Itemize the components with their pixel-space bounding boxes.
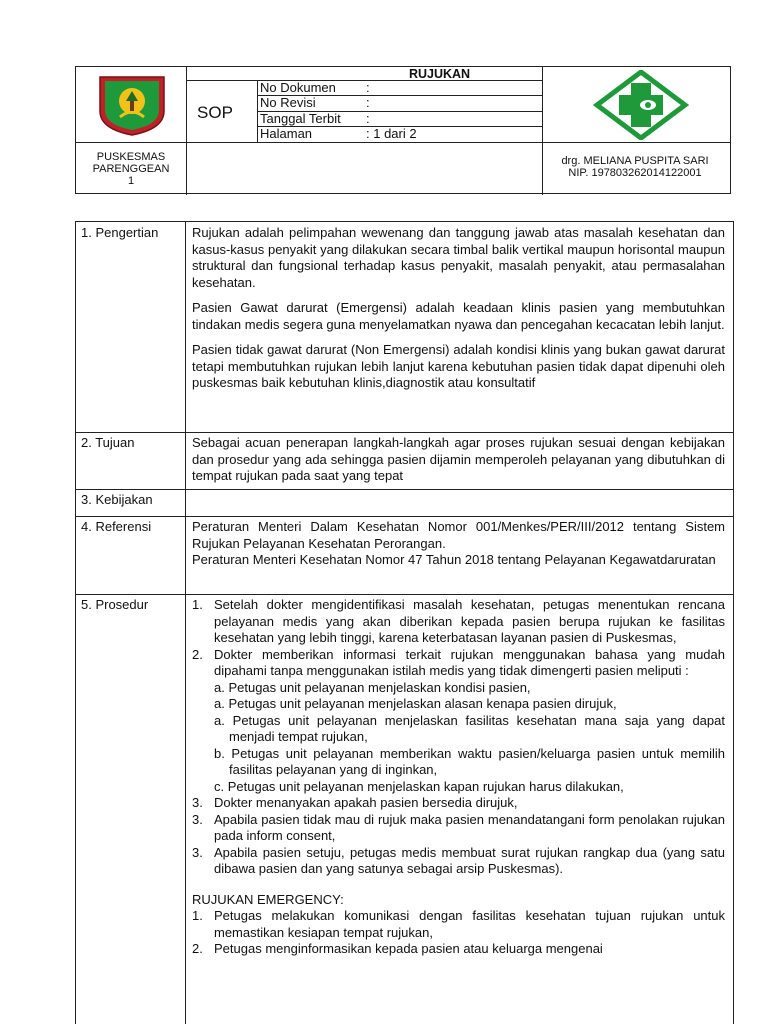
sop-header-table <box>75 66 731 194</box>
step-text: Petugas melakukan komunikasi dengan fasilitas kesehatan tujuan rujukan untuk memastikan kesiapan tempat rujukan, <box>214 908 725 940</box>
step-number: 1. <box>192 597 203 612</box>
emergency-heading: RUJUKAN EMERGENCY: <box>192 891 344 907</box>
step-text: Dokter memberikan informasi terkait rujukan menggunakan bahasa yang mudah dipahami tanpa menggunakan istilah medis yang tidak dimengerti pasien meliputi : <box>214 646 725 678</box>
row-pengertian <box>76 222 733 433</box>
procedure-subitem: a. Petugas unit pelayanan menjelaskan alasan kenapa pasien dirujuk, <box>214 696 617 711</box>
procedure-subitem: a. Petugas unit pelayanan menjelaskan kondisi pasien, <box>214 679 531 695</box>
procedure-step <box>192 795 725 812</box>
row-referensi <box>76 516 733 595</box>
emergency-step <box>192 941 725 958</box>
row-content <box>192 225 725 401</box>
procedure-subitem: a. Petugas unit pelayanan menjelaskan fasilitas kesehatan mana saja yang dapat menjadi tempat rujukan, <box>214 712 725 744</box>
puskesmas-line: PARENGGEAN <box>92 163 170 175</box>
row-label: 3. Kebijakan <box>81 492 153 507</box>
regional-emblem-logo <box>92 71 172 137</box>
step-number: 2. <box>192 646 203 662</box>
row-content <box>192 597 725 958</box>
procedure-step <box>192 597 725 647</box>
field-label: No Dokumen <box>260 80 336 95</box>
field-label: No Revisi <box>260 95 316 110</box>
signer-block <box>538 155 732 179</box>
step-number: 3. <box>192 844 203 860</box>
step-text: Setelah dokter mengidentifikasi masalah kesehatan, petugas menentukan rencana pelayanan medis yang akan diberikan kepada pasien berupa rujukan ke fasilitas kesehatan yang lebih tinggi, karena keterbatasan layanan pasien di Puskesmas, <box>214 597 725 645</box>
puskesmas-logo <box>593 70 689 140</box>
reference-line: Peraturan Menteri Dalam Kesehatan Nomor 001/Menkes/PER/III/2012 tentang Sistem Rujukan Pelayanan Kesehatan Perorangan. <box>192 519 725 551</box>
emergency-step <box>192 908 725 941</box>
row-label: 2. Tujuan <box>81 435 135 450</box>
signer-name: drg. MELIANA PUSPITA SARI <box>561 155 709 167</box>
sop-label: SOP <box>197 103 233 122</box>
puskesmas-line: 1 <box>127 175 135 187</box>
step-number: 2. <box>192 941 203 956</box>
row-label: 4. Referensi <box>81 519 152 534</box>
row-content: Sebagai acuan penerapan langkah-langkah agar proses rujukan sesuai dengan kebijakan dan prosedur yang ada sehingga pasien dijamin memperoleh pelayanan yang dibutuhkan di tempat rujukan pada saat yang tepat <box>192 435 725 483</box>
field-value: : <box>366 80 370 95</box>
row-prosedur <box>76 594 733 1034</box>
field-halaman <box>260 127 417 141</box>
step-text: Apabila pasien tidak mau di rujuk maka pasien menandatangani form penolakan rujukan pada inform consent, <box>214 811 725 843</box>
row-content <box>192 519 725 569</box>
row-label: 5. Prosedur <box>81 597 149 612</box>
step-text: Apabila pasien setuju, petugas medis membuat surat rujukan rangkap dua (yang satu dibawa pasien dan yang satunya sebagai arsip Puskesmas). <box>214 844 725 876</box>
step-text: Dokter menanyakan apakah pasien bersedia dirujuk, <box>214 795 518 810</box>
field-label: Tanggal Terbit <box>260 111 341 126</box>
paragraph: Pasien Gawat darurat (Emergensi) adalah keadaan klinis pasien yang membutuhkan tindakan medis segera guna menyelamatkan nyawa dan pencegahan kecacatan lebih lanjut. <box>192 300 725 332</box>
field-value: : <box>366 95 370 110</box>
signer-nip: NIP. 197803262014122001 <box>568 167 702 179</box>
field-value: : <box>366 111 370 126</box>
puskesmas-name <box>76 151 186 187</box>
field-tanggal-terbit <box>260 112 370 126</box>
paragraph: Pasien tidak gawat darurat (Non Emergensi) adalah kondisi klinis yang bukan gawat darurat tetapi membutuhkan rujukan lebih lanjut karena kebutuhan pasien tidak dapat dipenuhi oleh puskesmas baik kebutuhan klinis,diagnostik atau konsultatif <box>192 342 725 390</box>
row-label: 1. Pengertian <box>81 225 159 240</box>
field-label: Halaman <box>260 126 313 141</box>
procedure-subitem: b. Petugas unit pelayanan memberikan waktu pasien/keluarga pasien untuk memilih fasilitas pelayanan yang di inginkan, <box>214 745 725 777</box>
step-number: 1. <box>192 908 203 923</box>
field-no-dokumen <box>260 81 370 95</box>
row-tujuan <box>76 432 733 490</box>
row-kebijakan <box>76 489 733 517</box>
paragraph: Rujukan adalah pelimpahan wewenang dan tanggung jawab atas masalah kesehatan dan kasus-kasus penyakit yang dilakukan secara timbal balik vertikal maupun horisontal maupun struktural dan fungsional terhadap kasus penyakit, masalah penyakit, atau permasalahan kesehatan. <box>192 225 725 290</box>
reference-line: Peraturan Menteri Kesehatan Nomor 47 Tahun 2018 tentang Pelayanan Kegawatdaruratan <box>192 552 716 567</box>
procedure-step <box>192 647 725 680</box>
step-number: 3. <box>192 811 203 827</box>
step-text: Petugas menginformasikan kepada pasien atau keluarga mengenai <box>214 941 603 956</box>
field-value: : 1 dari 2 <box>366 126 417 141</box>
document-title: RUJUKAN <box>408 67 471 81</box>
puskesmas-line: PUSKESMAS <box>96 151 166 163</box>
sop-body-table <box>75 221 734 1024</box>
procedure-step <box>192 812 725 845</box>
step-number: 3. <box>192 795 203 810</box>
procedure-subitem: c. Petugas unit pelayanan menjelaskan kapan rujukan harus dilakukan, <box>214 778 624 794</box>
procedure-step <box>192 845 725 878</box>
field-no-revisi <box>260 96 370 110</box>
